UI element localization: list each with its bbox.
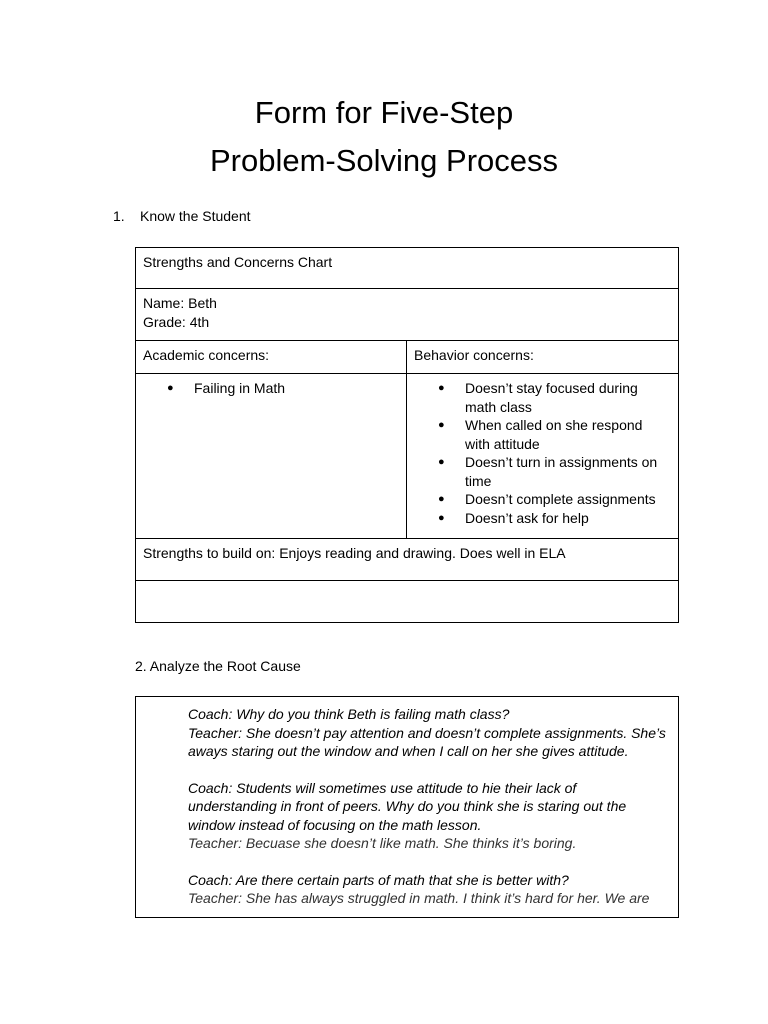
list-item: ● Failing in Math [167, 380, 286, 396]
chart-heading: Strengths and Concerns Chart [136, 248, 679, 289]
page-title-line-1: Form for Five-Step [254, 95, 514, 130]
section-title: Know the Student [140, 208, 251, 224]
list-item: ● When called on she respond with attitude [438, 417, 643, 452]
bullet-icon: ● [438, 456, 445, 468]
dialogue-exchange [188, 705, 668, 761]
dialogue-exchange [188, 779, 668, 853]
section-number: 1. [113, 208, 125, 224]
student-grade: Grade: 4th [143, 313, 210, 330]
teacher-line: Teacher: She has always struggled in math. I think it’s hard for her. We are [188, 890, 650, 906]
list-item: ● Doesn’t stay focused during math class [438, 380, 638, 415]
dialogue-content [188, 705, 668, 918]
behavior-concerns-list [414, 379, 671, 527]
root-cause-dialogue-box [135, 696, 679, 918]
list-item: ● Doesn’t turn in assignments on time [438, 454, 658, 489]
dialogue-exchange [188, 871, 668, 908]
bullet-icon: ● [438, 382, 445, 394]
behavior-concerns-header: Behavior concerns: [407, 341, 679, 374]
page-title-line-2: Problem-Solving Process [209, 143, 559, 178]
list-item: ● Doesn’t ask for help [438, 509, 589, 526]
bullet-icon: ● [167, 382, 174, 394]
academic-concerns-list [143, 379, 399, 398]
academic-concerns-cell [136, 374, 407, 539]
coach-line: Coach: Why do you think Beth is failing math class? [188, 706, 510, 722]
behavior-concerns-cell [407, 374, 679, 539]
empty-cell [136, 581, 679, 623]
teacher-line: Teacher: She doesn’t pay attention and doesn’t complete assignments. She’s aways staring out the window and when I call on her she gives attitude. [188, 724, 666, 759]
student-name: Name: Beth [143, 295, 217, 311]
teacher-line: Teacher: Becuase she doesn’t like math. She thinks it’s boring. [188, 835, 577, 851]
section-heading-root-cause: 2. Analyze the Root Cause [135, 658, 301, 674]
bullet-icon: ● [438, 419, 445, 431]
coach-line: Coach: Are there certain parts of math that she is better with? [188, 871, 569, 888]
coach-line: Coach: Students will sometimes use attitude to hie their lack of understanding in front of peers. Why do you think she is staring out the window instead of focusing on the math lesson. [188, 779, 627, 833]
bullet-icon: ● [438, 511, 445, 524]
academic-concerns-header: Academic concerns: [136, 341, 407, 374]
list-item: ● Doesn’t complete assignments [438, 491, 656, 507]
strengths-concerns-chart [135, 247, 679, 623]
strengths-cell: Strengths to build on: Enjoys reading and drawing. Does well in ELA [136, 539, 679, 581]
student-info-cell [136, 289, 679, 341]
bullet-icon: ● [438, 493, 445, 505]
section-heading-know-student [113, 208, 251, 224]
